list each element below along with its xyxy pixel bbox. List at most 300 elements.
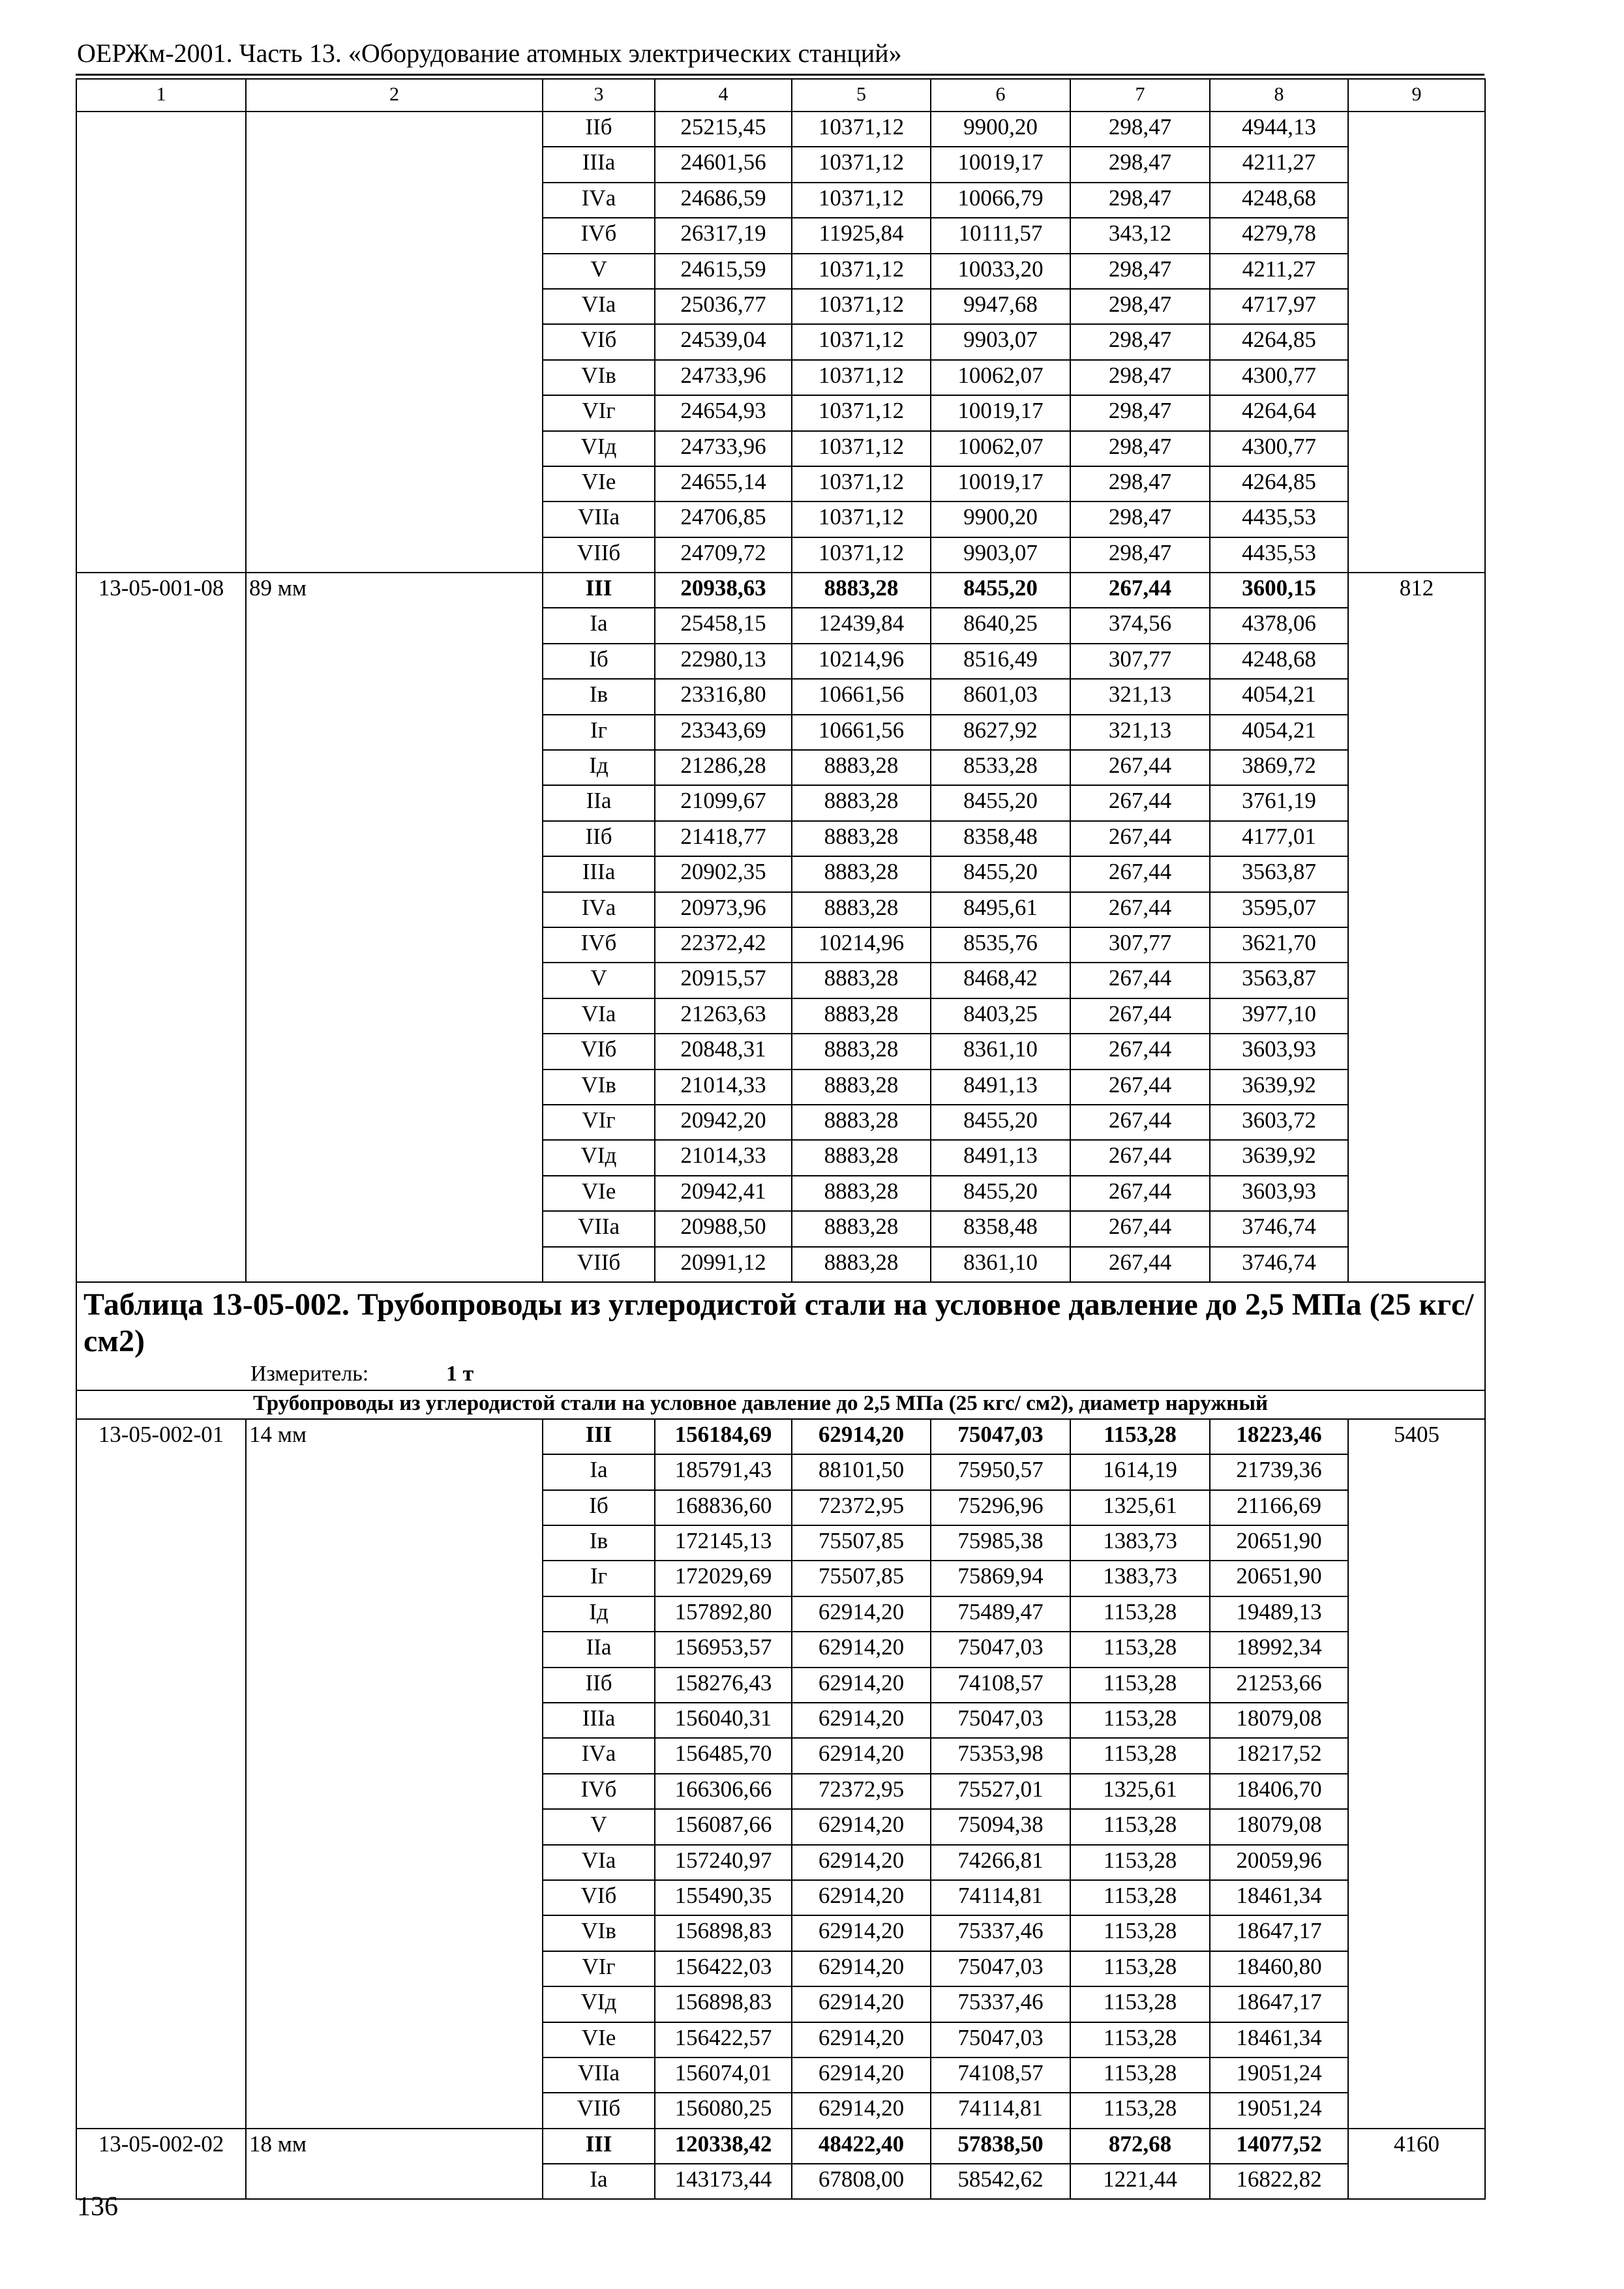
weight-cell — [1348, 644, 1485, 679]
value-cell: 267,44 — [1070, 573, 1210, 608]
value-cell: 75047,03 — [931, 1632, 1070, 1667]
total-cell: 168836,60 — [655, 1490, 792, 1525]
name-cell — [246, 608, 543, 643]
code-cell — [76, 1632, 246, 1667]
value-cell: 8403,25 — [931, 998, 1070, 1034]
table-row — [76, 1070, 1485, 1105]
zone-cell: VIг — [543, 1105, 655, 1140]
total-cell: 21014,33 — [655, 1070, 792, 1105]
value-cell: 4248,68 — [1210, 183, 1348, 218]
price-table — [76, 78, 1486, 2200]
value-cell: 75507,85 — [792, 1561, 931, 1596]
value-cell: 18406,70 — [1210, 1774, 1348, 1809]
value-cell: 19051,24 — [1210, 2093, 1348, 2128]
table-row — [76, 1774, 1485, 1809]
weight-cell — [1348, 1915, 1485, 1951]
value-cell: 62914,20 — [792, 1951, 931, 1986]
total-cell: 24709,72 — [655, 537, 792, 573]
value-cell: 67808,00 — [792, 2164, 931, 2199]
name-cell — [246, 1845, 543, 1880]
column-number-row — [76, 79, 1485, 112]
value-cell: 298,47 — [1070, 254, 1210, 289]
column-number: 7 — [1070, 79, 1210, 112]
code-cell — [76, 1525, 246, 1561]
name-cell — [246, 2093, 543, 2128]
code-cell — [76, 112, 246, 147]
weight-cell — [1348, 1105, 1485, 1140]
value-cell: 3603,93 — [1210, 1034, 1348, 1069]
code-cell — [76, 1454, 246, 1489]
name-cell — [246, 1596, 543, 1632]
code-cell — [76, 1247, 246, 1282]
total-cell: 156898,83 — [655, 1915, 792, 1951]
value-cell: 10371,12 — [792, 183, 931, 218]
value-cell: 18461,34 — [1210, 2022, 1348, 2057]
table-row — [76, 1596, 1485, 1632]
value-cell: 75950,57 — [931, 1454, 1070, 1489]
code-cell — [76, 1703, 246, 1738]
column-number: 8 — [1210, 79, 1348, 112]
total-cell: 21099,67 — [655, 785, 792, 820]
weight-cell — [1348, 1668, 1485, 1703]
code-cell — [76, 1140, 246, 1175]
value-cell: 62914,20 — [792, 2057, 931, 2093]
value-cell: 10111,57 — [931, 218, 1070, 253]
value-cell: 3746,74 — [1210, 1247, 1348, 1282]
value-cell: 298,47 — [1070, 324, 1210, 359]
value-cell: 8883,28 — [792, 892, 931, 927]
value-cell: 4944,13 — [1210, 112, 1348, 147]
value-cell: 18460,80 — [1210, 1951, 1348, 1986]
value-cell: 8468,42 — [931, 963, 1070, 998]
total-cell: 20942,41 — [655, 1176, 792, 1211]
code-cell — [76, 1561, 246, 1596]
value-cell: 10062,07 — [931, 360, 1070, 395]
value-cell: 1614,19 — [1070, 1454, 1210, 1489]
value-cell: 298,47 — [1070, 112, 1210, 147]
table-row — [76, 537, 1485, 573]
name-cell — [246, 289, 543, 324]
value-cell: 19051,24 — [1210, 2057, 1348, 2093]
name-cell — [246, 1809, 543, 1844]
name-cell — [246, 1986, 543, 2022]
name-cell — [246, 360, 543, 395]
value-cell: 4435,53 — [1210, 501, 1348, 537]
total-cell: 155490,35 — [655, 1880, 792, 1915]
value-cell: 9900,20 — [931, 112, 1070, 147]
zone-cell: Iв — [543, 679, 655, 714]
weight-cell — [1348, 1176, 1485, 1211]
table-row — [76, 147, 1485, 182]
total-cell: 25458,15 — [655, 608, 792, 643]
table-row — [76, 963, 1485, 998]
zone-cell: VIе — [543, 1176, 655, 1211]
table-row — [76, 1490, 1485, 1525]
total-cell: 24601,56 — [655, 147, 792, 182]
name-cell — [246, 998, 543, 1034]
value-cell: 1153,28 — [1070, 1668, 1210, 1703]
zone-cell: IIб — [543, 1668, 655, 1703]
name-cell — [246, 1738, 543, 1773]
zone-cell: V — [543, 963, 655, 998]
zone-cell: VIд — [543, 1986, 655, 2022]
total-cell: 143173,44 — [655, 2164, 792, 2199]
zone-cell: IIIа — [543, 147, 655, 182]
value-cell: 18223,46 — [1210, 1419, 1348, 1454]
total-cell: 158276,43 — [655, 1668, 792, 1703]
value-cell: 1221,44 — [1070, 2164, 1210, 2199]
weight-cell — [1348, 2093, 1485, 2128]
total-cell: 156422,57 — [655, 2022, 792, 2057]
total-cell: 20938,63 — [655, 573, 792, 608]
zone-cell: III — [543, 573, 655, 608]
value-cell: 8516,49 — [931, 644, 1070, 679]
value-cell: 74108,57 — [931, 1668, 1070, 1703]
value-cell: 1383,73 — [1070, 1561, 1210, 1596]
table-row — [76, 1951, 1485, 1986]
value-cell: 19489,13 — [1210, 1596, 1348, 1632]
total-cell: 21263,63 — [655, 998, 792, 1034]
name-cell — [246, 1140, 543, 1175]
weight-cell — [1348, 679, 1485, 714]
total-cell: 23343,69 — [655, 715, 792, 750]
value-cell: 75337,46 — [931, 1986, 1070, 2022]
value-cell: 4264,85 — [1210, 324, 1348, 359]
table-row — [76, 2022, 1485, 2057]
table-row — [76, 324, 1485, 359]
value-cell: 3639,92 — [1210, 1070, 1348, 1105]
value-cell: 267,44 — [1070, 821, 1210, 856]
value-cell: 62914,20 — [792, 2093, 931, 2128]
total-cell: 20973,96 — [655, 892, 792, 927]
code-cell — [76, 1774, 246, 1809]
value-cell: 62914,20 — [792, 1596, 931, 1632]
value-cell: 1325,61 — [1070, 1774, 1210, 1809]
table-row — [76, 1880, 1485, 1915]
value-cell: 8361,10 — [931, 1034, 1070, 1069]
total-cell: 157892,80 — [655, 1596, 792, 1632]
value-cell: 62914,20 — [792, 1419, 931, 1454]
name-cell — [246, 147, 543, 182]
total-cell: 23316,80 — [655, 679, 792, 714]
value-cell: 298,47 — [1070, 501, 1210, 537]
value-cell: 10214,96 — [792, 927, 931, 963]
table-row — [76, 1915, 1485, 1951]
weight-cell — [1348, 395, 1485, 430]
weight-cell — [1348, 360, 1485, 395]
total-cell: 20915,57 — [655, 963, 792, 998]
weight-cell — [1348, 750, 1485, 785]
name-cell — [246, 1915, 543, 1951]
zone-cell: IVб — [543, 1774, 655, 1809]
value-cell: 4177,01 — [1210, 821, 1348, 856]
name-cell — [246, 1454, 543, 1489]
value-cell: 267,44 — [1070, 1070, 1210, 1105]
table-row — [76, 1140, 1485, 1175]
value-cell: 10661,56 — [792, 715, 931, 750]
code-cell — [76, 892, 246, 927]
weight-cell — [1348, 501, 1485, 537]
zone-cell: VIе — [543, 2022, 655, 2057]
value-cell: 21253,66 — [1210, 1668, 1348, 1703]
total-cell: 20848,31 — [655, 1034, 792, 1069]
value-cell: 4054,21 — [1210, 715, 1348, 750]
value-cell: 18992,34 — [1210, 1632, 1348, 1667]
table-row — [76, 1703, 1485, 1738]
weight-cell: 5405 — [1348, 1419, 1485, 1454]
zone-cell: VIа — [543, 1845, 655, 1880]
name-cell — [246, 501, 543, 537]
value-cell: 8455,20 — [931, 856, 1070, 891]
name-cell — [246, 856, 543, 891]
code-cell — [76, 1105, 246, 1140]
value-cell: 10062,07 — [931, 431, 1070, 466]
weight-cell — [1348, 892, 1485, 927]
value-cell: 8883,28 — [792, 998, 931, 1034]
total-cell: 156074,01 — [655, 2057, 792, 2093]
weight-cell — [1348, 963, 1485, 998]
code-cell — [76, 1034, 246, 1069]
name-cell — [246, 183, 543, 218]
value-cell: 74108,57 — [931, 2057, 1070, 2093]
value-cell: 18647,17 — [1210, 1915, 1348, 1951]
name-cell — [246, 715, 543, 750]
value-cell: 21166,69 — [1210, 1490, 1348, 1525]
value-cell: 267,44 — [1070, 856, 1210, 891]
code-cell — [76, 218, 246, 253]
zone-cell: VIIб — [543, 1247, 655, 1282]
value-cell: 48422,40 — [792, 2129, 931, 2164]
weight-cell — [1348, 1845, 1485, 1880]
code-cell — [76, 466, 246, 501]
name-cell — [246, 679, 543, 714]
value-cell: 1153,28 — [1070, 1596, 1210, 1632]
value-cell: 75094,38 — [931, 1809, 1070, 1844]
zone-cell: Iд — [543, 750, 655, 785]
weight-cell — [1348, 1774, 1485, 1809]
value-cell: 9903,07 — [931, 324, 1070, 359]
zone-cell: IIб — [543, 112, 655, 147]
name-cell — [246, 785, 543, 820]
table-row — [76, 1419, 1485, 1454]
value-cell: 267,44 — [1070, 1034, 1210, 1069]
total-cell: 172145,13 — [655, 1525, 792, 1561]
name-cell — [246, 1632, 543, 1667]
table-row — [76, 785, 1485, 820]
code-cell — [76, 1951, 246, 1986]
table-row — [76, 1211, 1485, 1246]
value-cell: 8883,28 — [792, 1105, 931, 1140]
table-subtitle: Трубопроводы из углеродистой стали на условное давление до 2,5 МПа (25 кгс/ см2), диаметр наружный — [76, 1390, 1485, 1419]
weight-cell — [1348, 1951, 1485, 1986]
value-cell: 4717,97 — [1210, 289, 1348, 324]
weight-cell: 812 — [1348, 573, 1485, 608]
weight-cell — [1348, 608, 1485, 643]
table-row — [76, 112, 1485, 147]
value-cell: 57838,50 — [931, 2129, 1070, 2164]
value-cell: 8883,28 — [792, 821, 931, 856]
weight-cell — [1348, 324, 1485, 359]
value-cell: 1153,28 — [1070, 1845, 1210, 1880]
weight-cell — [1348, 431, 1485, 466]
total-cell: 156080,25 — [655, 2093, 792, 2128]
value-cell: 3563,87 — [1210, 856, 1348, 891]
table-row — [76, 998, 1485, 1034]
total-cell: 24615,59 — [655, 254, 792, 289]
value-cell: 1153,28 — [1070, 2022, 1210, 2057]
zone-cell: VIIа — [543, 1211, 655, 1246]
weight-cell — [1348, 1140, 1485, 1175]
value-cell: 10371,12 — [792, 147, 931, 182]
name-cell — [246, 431, 543, 466]
code-cell — [76, 1986, 246, 2022]
value-cell: 298,47 — [1070, 431, 1210, 466]
zone-cell: Iб — [543, 644, 655, 679]
weight-cell — [1348, 112, 1485, 147]
column-number: 9 — [1348, 79, 1485, 112]
name-cell — [246, 927, 543, 963]
value-cell: 9903,07 — [931, 537, 1070, 573]
value-cell: 374,56 — [1070, 608, 1210, 643]
name-cell — [246, 2057, 543, 2093]
value-cell: 75869,94 — [931, 1561, 1070, 1596]
value-cell: 8883,28 — [792, 1070, 931, 1105]
code-cell — [76, 1668, 246, 1703]
name-cell — [246, 963, 543, 998]
table-row — [76, 431, 1485, 466]
name-cell — [246, 112, 543, 147]
value-cell: 8491,13 — [931, 1070, 1070, 1105]
table-row — [76, 1668, 1485, 1703]
total-cell: 24733,96 — [655, 431, 792, 466]
weight-cell — [1348, 2164, 1485, 2199]
table-row — [76, 856, 1485, 891]
weight-cell — [1348, 1211, 1485, 1246]
value-cell: 1153,28 — [1070, 1738, 1210, 1773]
value-cell: 62914,20 — [792, 1632, 931, 1667]
name-cell — [246, 537, 543, 573]
table-row — [76, 1986, 1485, 2022]
value-cell: 872,68 — [1070, 2129, 1210, 2164]
zone-cell: IIб — [543, 821, 655, 856]
value-cell: 4435,53 — [1210, 537, 1348, 573]
value-cell: 4211,27 — [1210, 254, 1348, 289]
value-cell: 10371,12 — [792, 395, 931, 430]
value-cell: 10371,12 — [792, 324, 931, 359]
code-cell — [76, 1070, 246, 1105]
name-cell — [246, 1176, 543, 1211]
table-row — [76, 254, 1485, 289]
table-row — [76, 1809, 1485, 1844]
value-cell: 3603,72 — [1210, 1105, 1348, 1140]
value-cell: 4264,85 — [1210, 466, 1348, 501]
zone-cell: VIб — [543, 324, 655, 359]
zone-cell: V — [543, 254, 655, 289]
zone-cell: VIа — [543, 998, 655, 1034]
name-cell — [246, 218, 543, 253]
name-cell — [246, 254, 543, 289]
value-cell: 10214,96 — [792, 644, 931, 679]
value-cell: 1153,28 — [1070, 1632, 1210, 1667]
value-cell: 4300,77 — [1210, 360, 1348, 395]
total-cell: 22980,13 — [655, 644, 792, 679]
name-cell — [246, 1247, 543, 1282]
weight-cell — [1348, 785, 1485, 820]
value-cell: 8455,20 — [931, 1176, 1070, 1211]
weight-cell — [1348, 1880, 1485, 1915]
value-cell: 267,44 — [1070, 998, 1210, 1034]
table-row — [76, 2093, 1485, 2128]
value-cell: 8495,61 — [931, 892, 1070, 927]
code-cell — [76, 1596, 246, 1632]
code-cell — [76, 537, 246, 573]
value-cell: 72372,95 — [792, 1774, 931, 1809]
total-cell: 156422,03 — [655, 1951, 792, 1986]
total-cell: 20991,12 — [655, 1247, 792, 1282]
table-row — [76, 1845, 1485, 1880]
value-cell: 8883,28 — [792, 1247, 931, 1282]
value-cell: 9900,20 — [931, 501, 1070, 537]
value-cell: 267,44 — [1070, 1176, 1210, 1211]
value-cell: 18647,17 — [1210, 1986, 1348, 2022]
table-row — [76, 1738, 1485, 1773]
zone-cell: VIг — [543, 395, 655, 430]
value-cell: 3603,93 — [1210, 1176, 1348, 1211]
column-number: 4 — [655, 79, 792, 112]
value-cell: 8361,10 — [931, 1247, 1070, 1282]
value-cell: 8358,48 — [931, 1211, 1070, 1246]
code-cell — [76, 1738, 246, 1773]
value-cell: 16822,82 — [1210, 2164, 1348, 2199]
value-cell: 8883,28 — [792, 1211, 931, 1246]
value-cell: 72372,95 — [792, 1490, 931, 1525]
value-cell: 267,44 — [1070, 963, 1210, 998]
value-cell: 14077,52 — [1210, 2129, 1348, 2164]
value-cell: 75337,46 — [931, 1915, 1070, 1951]
total-cell: 26317,19 — [655, 218, 792, 253]
code-cell — [76, 856, 246, 891]
value-cell: 74114,81 — [931, 2093, 1070, 2128]
zone-cell: IVа — [543, 183, 655, 218]
weight-cell — [1348, 1034, 1485, 1069]
value-cell: 75507,85 — [792, 1525, 931, 1561]
table-row — [76, 715, 1485, 750]
zone-cell: VIIб — [543, 537, 655, 573]
value-cell: 75047,03 — [931, 1951, 1070, 1986]
total-cell: 185791,43 — [655, 1454, 792, 1489]
code-cell — [76, 431, 246, 466]
code-cell — [76, 1915, 246, 1951]
value-cell: 1153,28 — [1070, 1703, 1210, 1738]
value-cell: 8883,28 — [792, 963, 931, 998]
code-cell — [76, 750, 246, 785]
value-cell: 10371,12 — [792, 466, 931, 501]
zone-cell: VIб — [543, 1034, 655, 1069]
total-cell: 21286,28 — [655, 750, 792, 785]
value-cell: 8601,03 — [931, 679, 1070, 714]
zone-cell: V — [543, 1809, 655, 1844]
value-cell: 267,44 — [1070, 785, 1210, 820]
total-cell: 172029,69 — [655, 1561, 792, 1596]
value-cell: 3600,15 — [1210, 573, 1348, 608]
name-cell — [246, 1668, 543, 1703]
code-cell — [76, 927, 246, 963]
value-cell: 8535,76 — [931, 927, 1070, 963]
weight-cell — [1348, 927, 1485, 963]
name-cell — [246, 2022, 543, 2057]
value-cell: 1153,28 — [1070, 2057, 1210, 2093]
total-cell: 156485,70 — [655, 1738, 792, 1773]
